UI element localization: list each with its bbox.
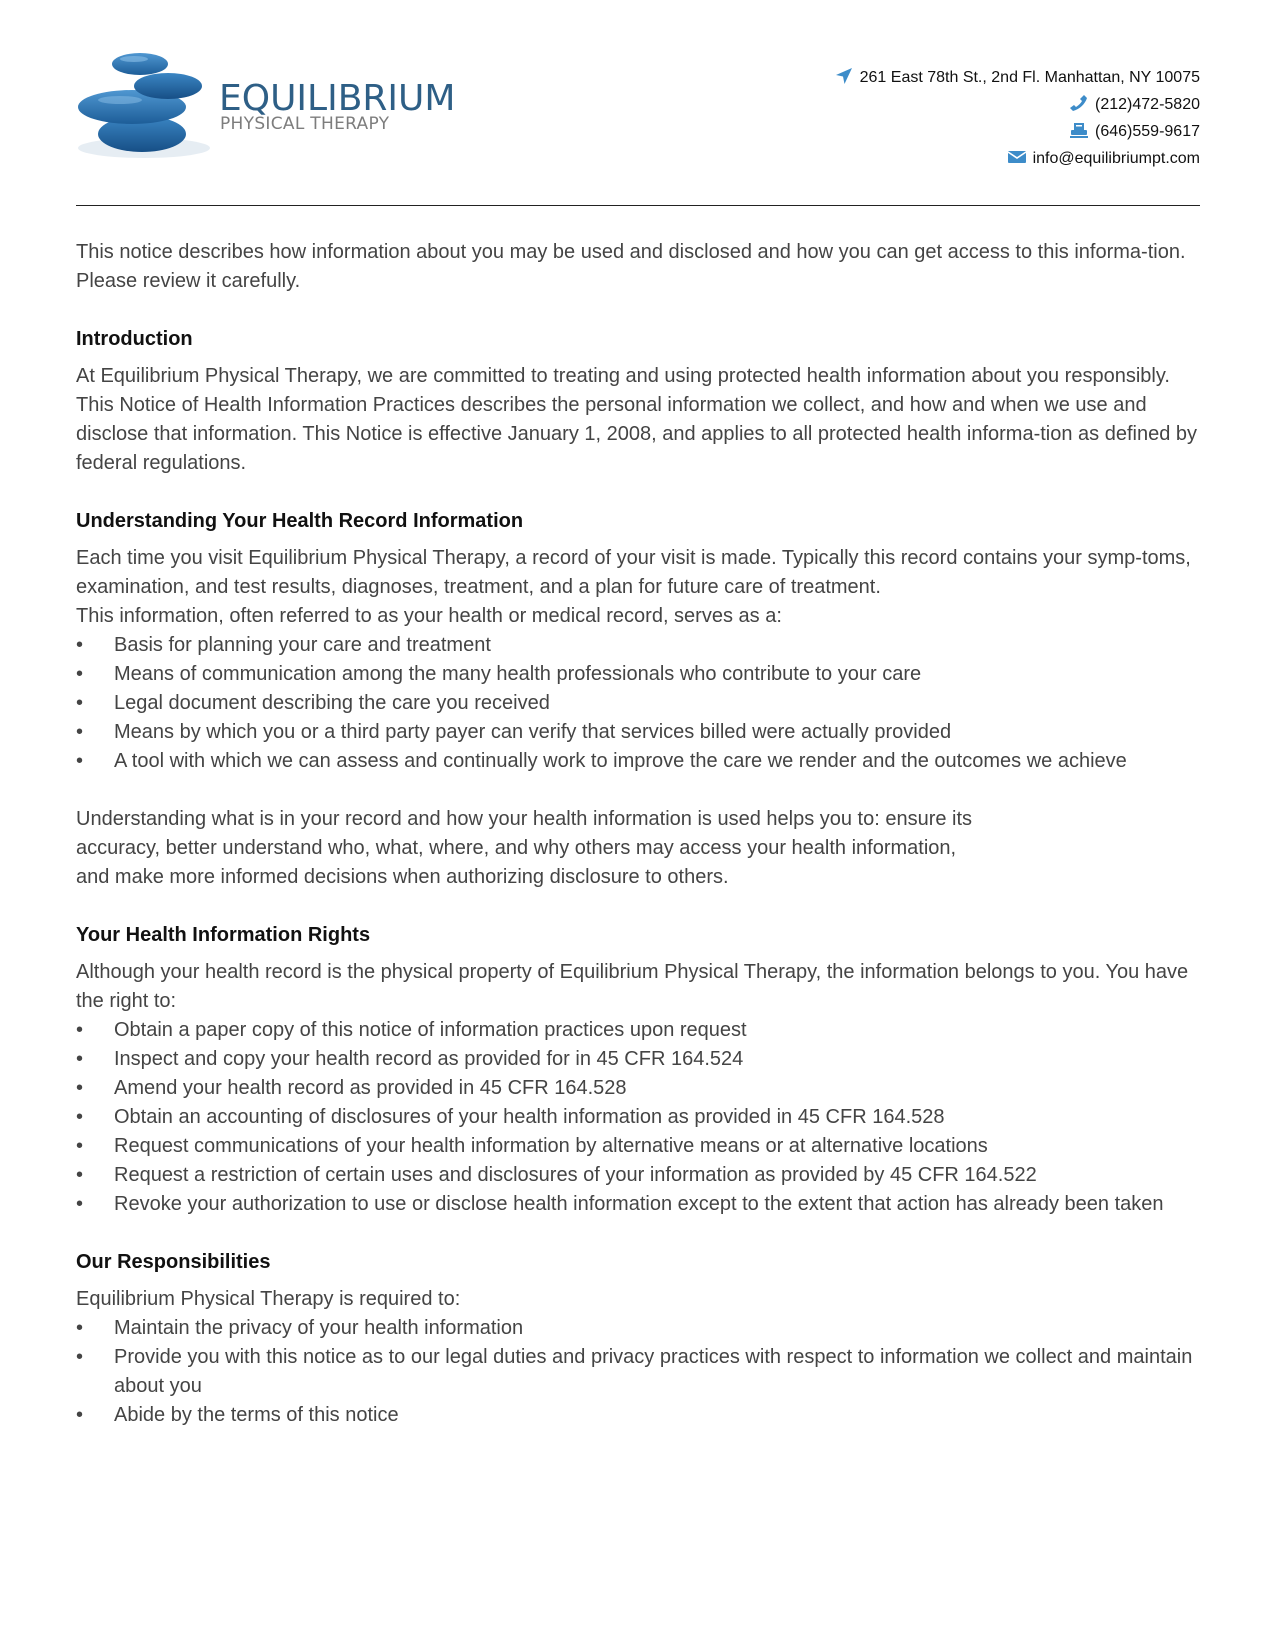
list-item: • Basis for planning your care and treatment bbox=[76, 631, 1200, 660]
section-heading-rights: Your Health Information Rights bbox=[76, 924, 371, 946]
address-text: 261 East 78th St., 2nd Fl. Manhattan, NY 10075 bbox=[859, 69, 1200, 86]
list-item: • Abide by the terms of this notice bbox=[76, 1401, 1200, 1430]
contact-fax bbox=[834, 118, 1200, 145]
intro-notice: This notice describes how information about you may be used and disclosed and how you can get access to this informa-tion. Please review it carefully. bbox=[76, 241, 1186, 292]
list-item: • Maintain the privacy of your health information bbox=[76, 1314, 1200, 1343]
contact-phone bbox=[834, 91, 1200, 118]
logo-name: EQUILIBRIUM bbox=[219, 78, 456, 119]
rights-text: Although your health record is the physical property of Equilibrium Physical Therapy, the information belongs to you. You have the right to: bbox=[76, 961, 1189, 1012]
document-page bbox=[76, 0, 1200, 1426]
responsibilities-list bbox=[76, 1314, 1200, 1430]
list-item: • Provide you with this notice as to our legal duties and privacy practices with respect to information we collect and maintain about you bbox=[76, 1343, 1200, 1401]
phone-text[interactable]: (212)472-5820 bbox=[1095, 96, 1200, 113]
phone-icon bbox=[1069, 94, 1089, 112]
rights-list bbox=[76, 1016, 1200, 1219]
envelope-icon bbox=[1007, 148, 1027, 166]
list-item: • A tool with which we can assess and continually work to improve the care we render and the outcomes we achieve bbox=[76, 747, 1200, 776]
letterhead bbox=[76, 0, 1200, 206]
section-heading-responsibilities: Our Responsibilities bbox=[76, 1251, 271, 1273]
list-item: • Legal document describing the care you received bbox=[76, 689, 1200, 718]
list-item: • Obtain an accounting of disclosures of your health information as provided in 45 CFR 164.528 bbox=[76, 1103, 1200, 1132]
fax-text: (646)559-9617 bbox=[1095, 123, 1200, 140]
understanding-lead: This information, often referred to as your health or medical record, serves as a: bbox=[76, 605, 782, 627]
understanding-closing bbox=[76, 805, 1200, 892]
list-item: • Request a restriction of certain uses and disclosures of your information as provided by 45 CFR 164.522 bbox=[76, 1161, 1200, 1190]
contact-email bbox=[834, 145, 1200, 172]
company-logo bbox=[76, 50, 456, 170]
closing-line: Understanding what is in your record and how your health information is used helps you to: ensure its bbox=[76, 808, 973, 830]
closing-line: accuracy, better understand who, what, where, and why others may access your health information, bbox=[76, 837, 957, 859]
section-heading-understanding: Understanding Your Health Record Information bbox=[76, 510, 524, 532]
logo-tagline: PHYSICAL THERAPY bbox=[220, 114, 390, 134]
responsibilities-text: Equilibrium Physical Therapy is required to: bbox=[76, 1288, 461, 1310]
record-uses-list bbox=[76, 631, 1200, 776]
list-item: • Revoke your authorization to use or disclose health information except to the extent that action has already been taken bbox=[76, 1190, 1200, 1219]
notice-body bbox=[76, 238, 1200, 1430]
section-heading-introduction: Introduction bbox=[76, 328, 193, 350]
list-item: • Means by which you or a third party payer can verify that services billed were actually provided bbox=[76, 718, 1200, 747]
list-item: • Means of communication among the many health professionals who contribute to your care bbox=[76, 660, 1200, 689]
contact-address bbox=[834, 64, 1200, 91]
location-arrow-icon bbox=[834, 67, 854, 85]
understanding-text: Each time you visit Equilibrium Physical Therapy, a record of your visit is made. Typically this record contains your symp-toms, examination, and test results, diagnoses, treatment, and a plan for future care of treatment. bbox=[76, 547, 1191, 598]
contact-block bbox=[834, 64, 1200, 172]
header-divider bbox=[76, 205, 1200, 206]
list-item: • Obtain a paper copy of this notice of information practices upon request bbox=[76, 1016, 1200, 1045]
list-item: • Inspect and copy your health record as provided for in 45 CFR 164.524 bbox=[76, 1045, 1200, 1074]
fax-icon bbox=[1069, 121, 1089, 139]
stacked-stones-icon bbox=[76, 50, 216, 162]
list-item: • Request communications of your health information by alternative means or at alternative locations bbox=[76, 1132, 1200, 1161]
closing-line: and make more informed decisions when authorizing disclosure to others. bbox=[76, 866, 729, 888]
list-item: • Amend your health record as provided in 45 CFR 164.528 bbox=[76, 1074, 1200, 1103]
introduction-text: At Equilibrium Physical Therapy, we are committed to treating and using protected health information about you responsibly. This Notice of Health Information Practices describes the personal information we collect, and how and when we use and disclose that information. This Notice is effective January 1, 2008, and applies to all protected health informa-tion as defined by federal regulations. bbox=[76, 365, 1198, 474]
email-link[interactable]: info@equilibriumpt.com bbox=[1032, 150, 1200, 167]
